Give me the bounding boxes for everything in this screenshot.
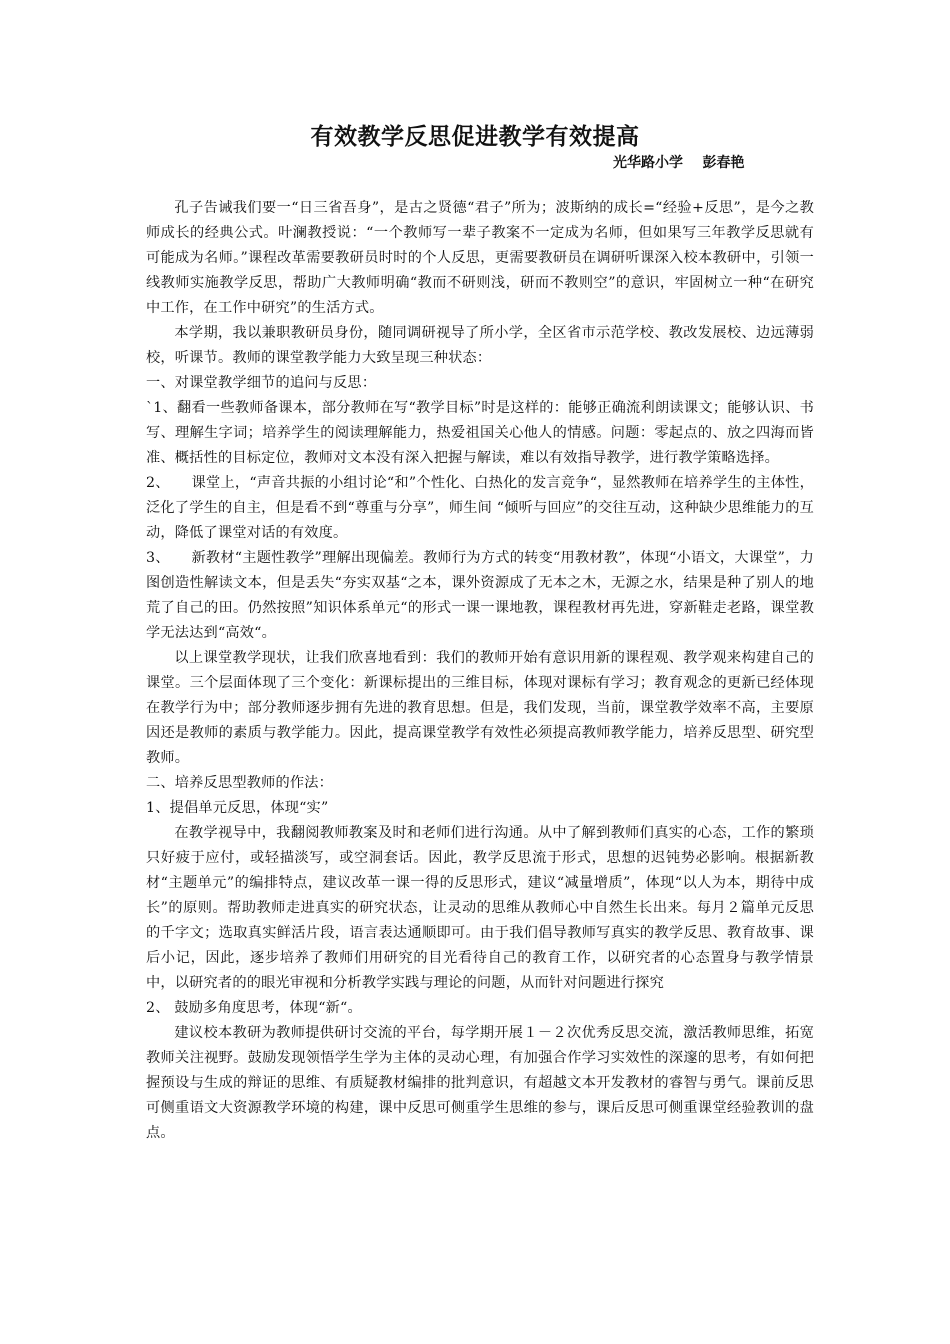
- paragraph-item-3: 3、 新教材“主题性教学”理解出现偏差。教师行为方式的转变“用教材教”，体现“小语文，大课堂”，力图创造性解读文本，但是丢失“夯实双基“之本，课外资源成了无本之木，无源之水，结果是种了别人的地荒了自己的田。仍然按照”知识体系单元“的形式一课一课地教，课程教材再先进，穿新鞋走老路，课堂教学无法达到“高效“。: [146, 550, 814, 641]
- document-body: [146, 196, 814, 1146]
- paragraph-item-2: 2、 课堂上，“声音共振的小组讨论“和”个性化、白热化的发言竞争“，显然教师在培养学生的主体性，泛化了学生的自主，但是看不到“尊重与分享”，师生间 “倾听与回应”的交往互动，这种缺少思维能力的互动，降低了课堂对话的有效度。: [146, 475, 814, 541]
- document-title: 有效教学反思促进教学有效提高: [310, 124, 640, 150]
- section-heading-2: 二、培养反思型教师的作法：: [146, 775, 334, 791]
- subheading-2: 2、 鼓励多角度思考，体现“新“。: [146, 1000, 362, 1016]
- paragraph-unit-reflection: 在教学视导中，我翻阅教师教案及时和老师们进行沟通。从中了解到教师们真实的心态，工作的繁琐只好疲于应付，或轻描淡写，或空洞套话。因此，教学反思流于形式，思想的迟钝势必影响。根据新教材“主题单元”的编排特点，建议改革一课一得的反思形式，建议“减量增质”，体现“以人为本，期待中成长”的原则。帮助教师走进真实的研究状态，让灵动的思维从教师心中自然生长出来。每月２篇单元反思的千字文；选取真实鲜活片段，语言表达通顺即可。由于我们倡导教师写真实的教学反思、教育故事、课后小记，因此，逐步培养了教师们用研究的目光看待自己的教育工作，以研究者的心态置身与教学情景中，以研究者的的眼光审视和分析教学实践与理论的问题，从而针对问题进行探究: [146, 825, 814, 991]
- paragraph-intro: 孔子告诫我们要一“日三省吾身”，是古之贤德“君子”所为；波斯纳的成长=“经验+反思”，是今之教师成长的经典公式。叶澜教授说：“一个教师写一辈子教案不一定成为名师，但如果写三年教学反思就有可能成为名师。”课程改革需要教研员时时的个人反思，更需要教研员在调研听课深入校本教研中，引领一线教师实施教学反思，帮助广大教师明确“教而不研则浅，研而不教则空”的意识，牢固树立一种“在研究中工作，在工作中研究”的生活方式。: [146, 200, 814, 316]
- subheading-1: 1、提倡单元反思，体现“实”: [146, 800, 329, 816]
- paragraph-semester: 本学期，我以兼职教研员身份，随同调研视导了所小学，全区省市示范学校、教改发展校、边远薄弱校，听课节。教师的课堂教学能力大致呈现三种状态：: [146, 325, 814, 366]
- section-heading-1: 一、对课堂教学细节的追问与反思：: [146, 375, 377, 391]
- author-line: 光华路小学 彭春艳: [613, 155, 745, 171]
- paragraph-summary: 以上课堂教学现状，让我们欣喜地看到：我们的教师开始有意识用新的课程观、教学观来构建自己的课堂。三个层面体现了三个变化：新课标提出的三维目标，体现对课标有学习；教育观念的更新已经体现在教学行为中；部分教师逐步拥有先进的教育思想。但是，我们发现，当前，课堂教学效率不高，主要原因还是教师的素质与教学能力。因此，提高课堂教学有效性必须提高教师教学能力，培养反思型、研究型教师。: [146, 650, 814, 766]
- paragraph-multi-angle: 建议校本教研为教师提供研讨交流的平台，每学期开展１－２次优秀反思交流，激活教师思维，拓宽教师关注视野。鼓励发现领悟学生学为主体的灵动心理，有加强合作学习实效性的深邃的思考，有如何把握预设与生成的辩证的思维、有质疑教材编排的批判意识，有超越文本开发教材的睿智与勇气。课前反思可侧重语文大资源教学环境的构建，课中反思可侧重学生思维的参与，课后反思可侧重课堂经验教训的盘点。: [146, 1025, 814, 1141]
- paragraph-item-1: `1、翻看一些教师备课本，部分教师在写“教学目标”时是这样的：能够正确流利朗读课文；能够认识、书写、理解生字词；培养学生的阅读理解能力，热爱祖国关心他人的情感。问题：零起点的、放之四海而皆准、概括性的目标定位，教师对文本没有深入把握与解读，难以有效指导教学，进行教学策略选择。: [146, 400, 814, 466]
